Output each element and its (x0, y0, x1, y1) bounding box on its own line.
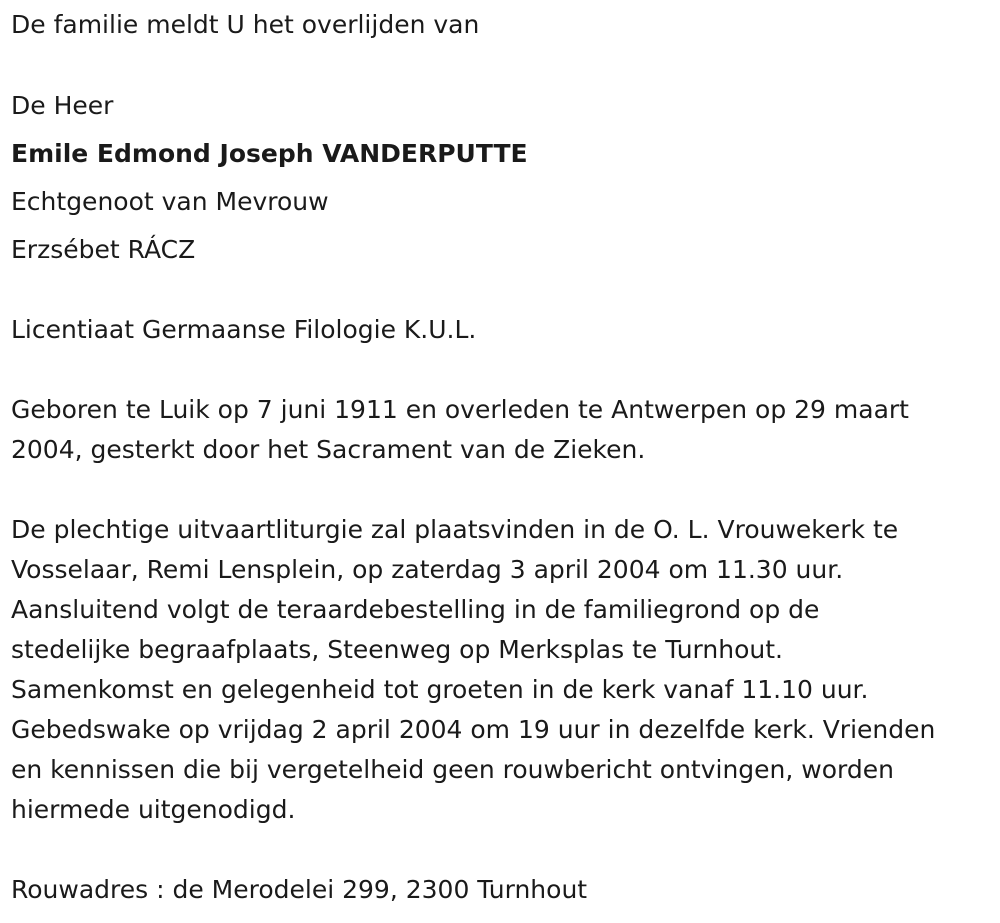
mourning-address: Rouwadres : de Merodelei 299, 2300 Turnhout (11, 875, 588, 904)
spouse-line-2: Erzsébet RÁCZ (11, 235, 196, 264)
birth-death-line-2: 2004, gesterkt door het Sacrament van de Zieken. (11, 435, 646, 464)
ceremony-line-3: Aansluitend volgt de teraardebestelling in de familiegrond op de (11, 595, 820, 624)
ceremony-line-8: hiermede uitgenodigd. (11, 795, 296, 824)
spouse-line-1: Echtgenoot van Mevrouw (11, 187, 329, 216)
ceremony-line-5: Samenkomst en gelegenheid tot groeten in de kerk vanaf 11.10 uur. (11, 675, 869, 704)
deceased-name: Emile Edmond Joseph VANDERPUTTE (11, 139, 528, 168)
ceremony-line-1: De plechtige uitvaartliturgie zal plaatsvinden in de O. L. Vrouwekerk te (11, 515, 899, 544)
ceremony-line-7: en kennissen die bij vergetelheid geen rouwbericht ontvingen, worden (11, 755, 894, 784)
intro-text: De familie meldt U het overlijden van (11, 10, 480, 39)
degree-text: Licentiaat Germaanse Filologie K.U.L. (11, 315, 477, 344)
ceremony-line-4: stedelijke begraafplaats, Steenweg op Merksplas te Turnhout. (11, 635, 783, 664)
ceremony-line-2: Vosselaar, Remi Lensplein, op zaterdag 3 april 2004 om 11.30 uur. (11, 555, 844, 584)
ceremony-line-6: Gebedswake op vrijdag 2 april 2004 om 19 uur in dezelfde kerk. Vrienden (11, 715, 936, 744)
birth-death-line-1: Geboren te Luik op 7 juni 1911 en overleden te Antwerpen op 29 maart (11, 395, 909, 424)
salutation: De Heer (11, 91, 114, 120)
